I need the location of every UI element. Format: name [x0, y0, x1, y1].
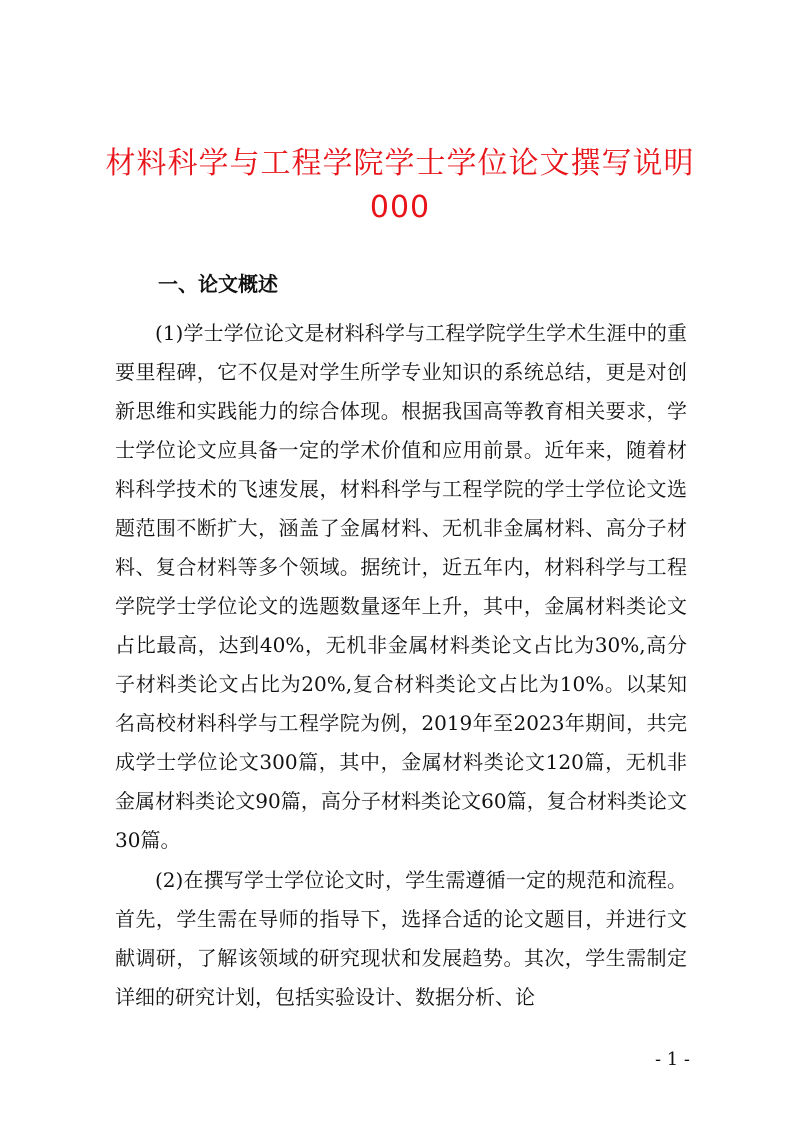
section-heading: 一、论文概述 [158, 272, 278, 296]
body-paragraph-1: (1)学士学位论文是材料科学与工程学院学生学术生涯中的重要里程碑，它不仅是对学生所学专业知识的系统总结，更是对创新思维和实践能力的综合体现。根据我国高等教育相关要求，学士学位论文应具备一定的学术价值和应用前景。近年来，随着材料科学技术的飞速发展，材料科学与工程学院的学士学位论文选题范围不断扩大，涵盖了金属材料、无机非金属材料、高分子材料、复合材料等多个领域。据统计，近五年内，材料科学与工程学院学士学位论文的选题数量逐年上升，其中，金属材料类论文占比最高，达到40%，无机非金属材料类论文占比为30%,高分子材料类论文占比为20%,复合材料类论文占比为10%。以某知名高校材料科学与工程学院为例，2019年至2023年期间，共完成学士学位论文300篇，其中，金属材料类论文120篇，无机非金属材料类论文90篇，高分子材料类论文60篇，复合材料类论文30篇。 [115, 321, 687, 852]
page-number: - 1 - [654, 1049, 690, 1070]
document-title: 材料科学与工程学院学士学位论文撰写说明000 [105, 146, 695, 225]
body-paragraph-2: (2)在撰写学士学位论文时，学生需遵循一定的规范和流程。首先，学生需在导师的指导下，选择合适的论文题目，并进行文献调研，了解该领域的研究现状和发展趋势。其次，学生需制定详细的研究计划，包括实验设计、数据分析、论 [115, 868, 687, 1009]
